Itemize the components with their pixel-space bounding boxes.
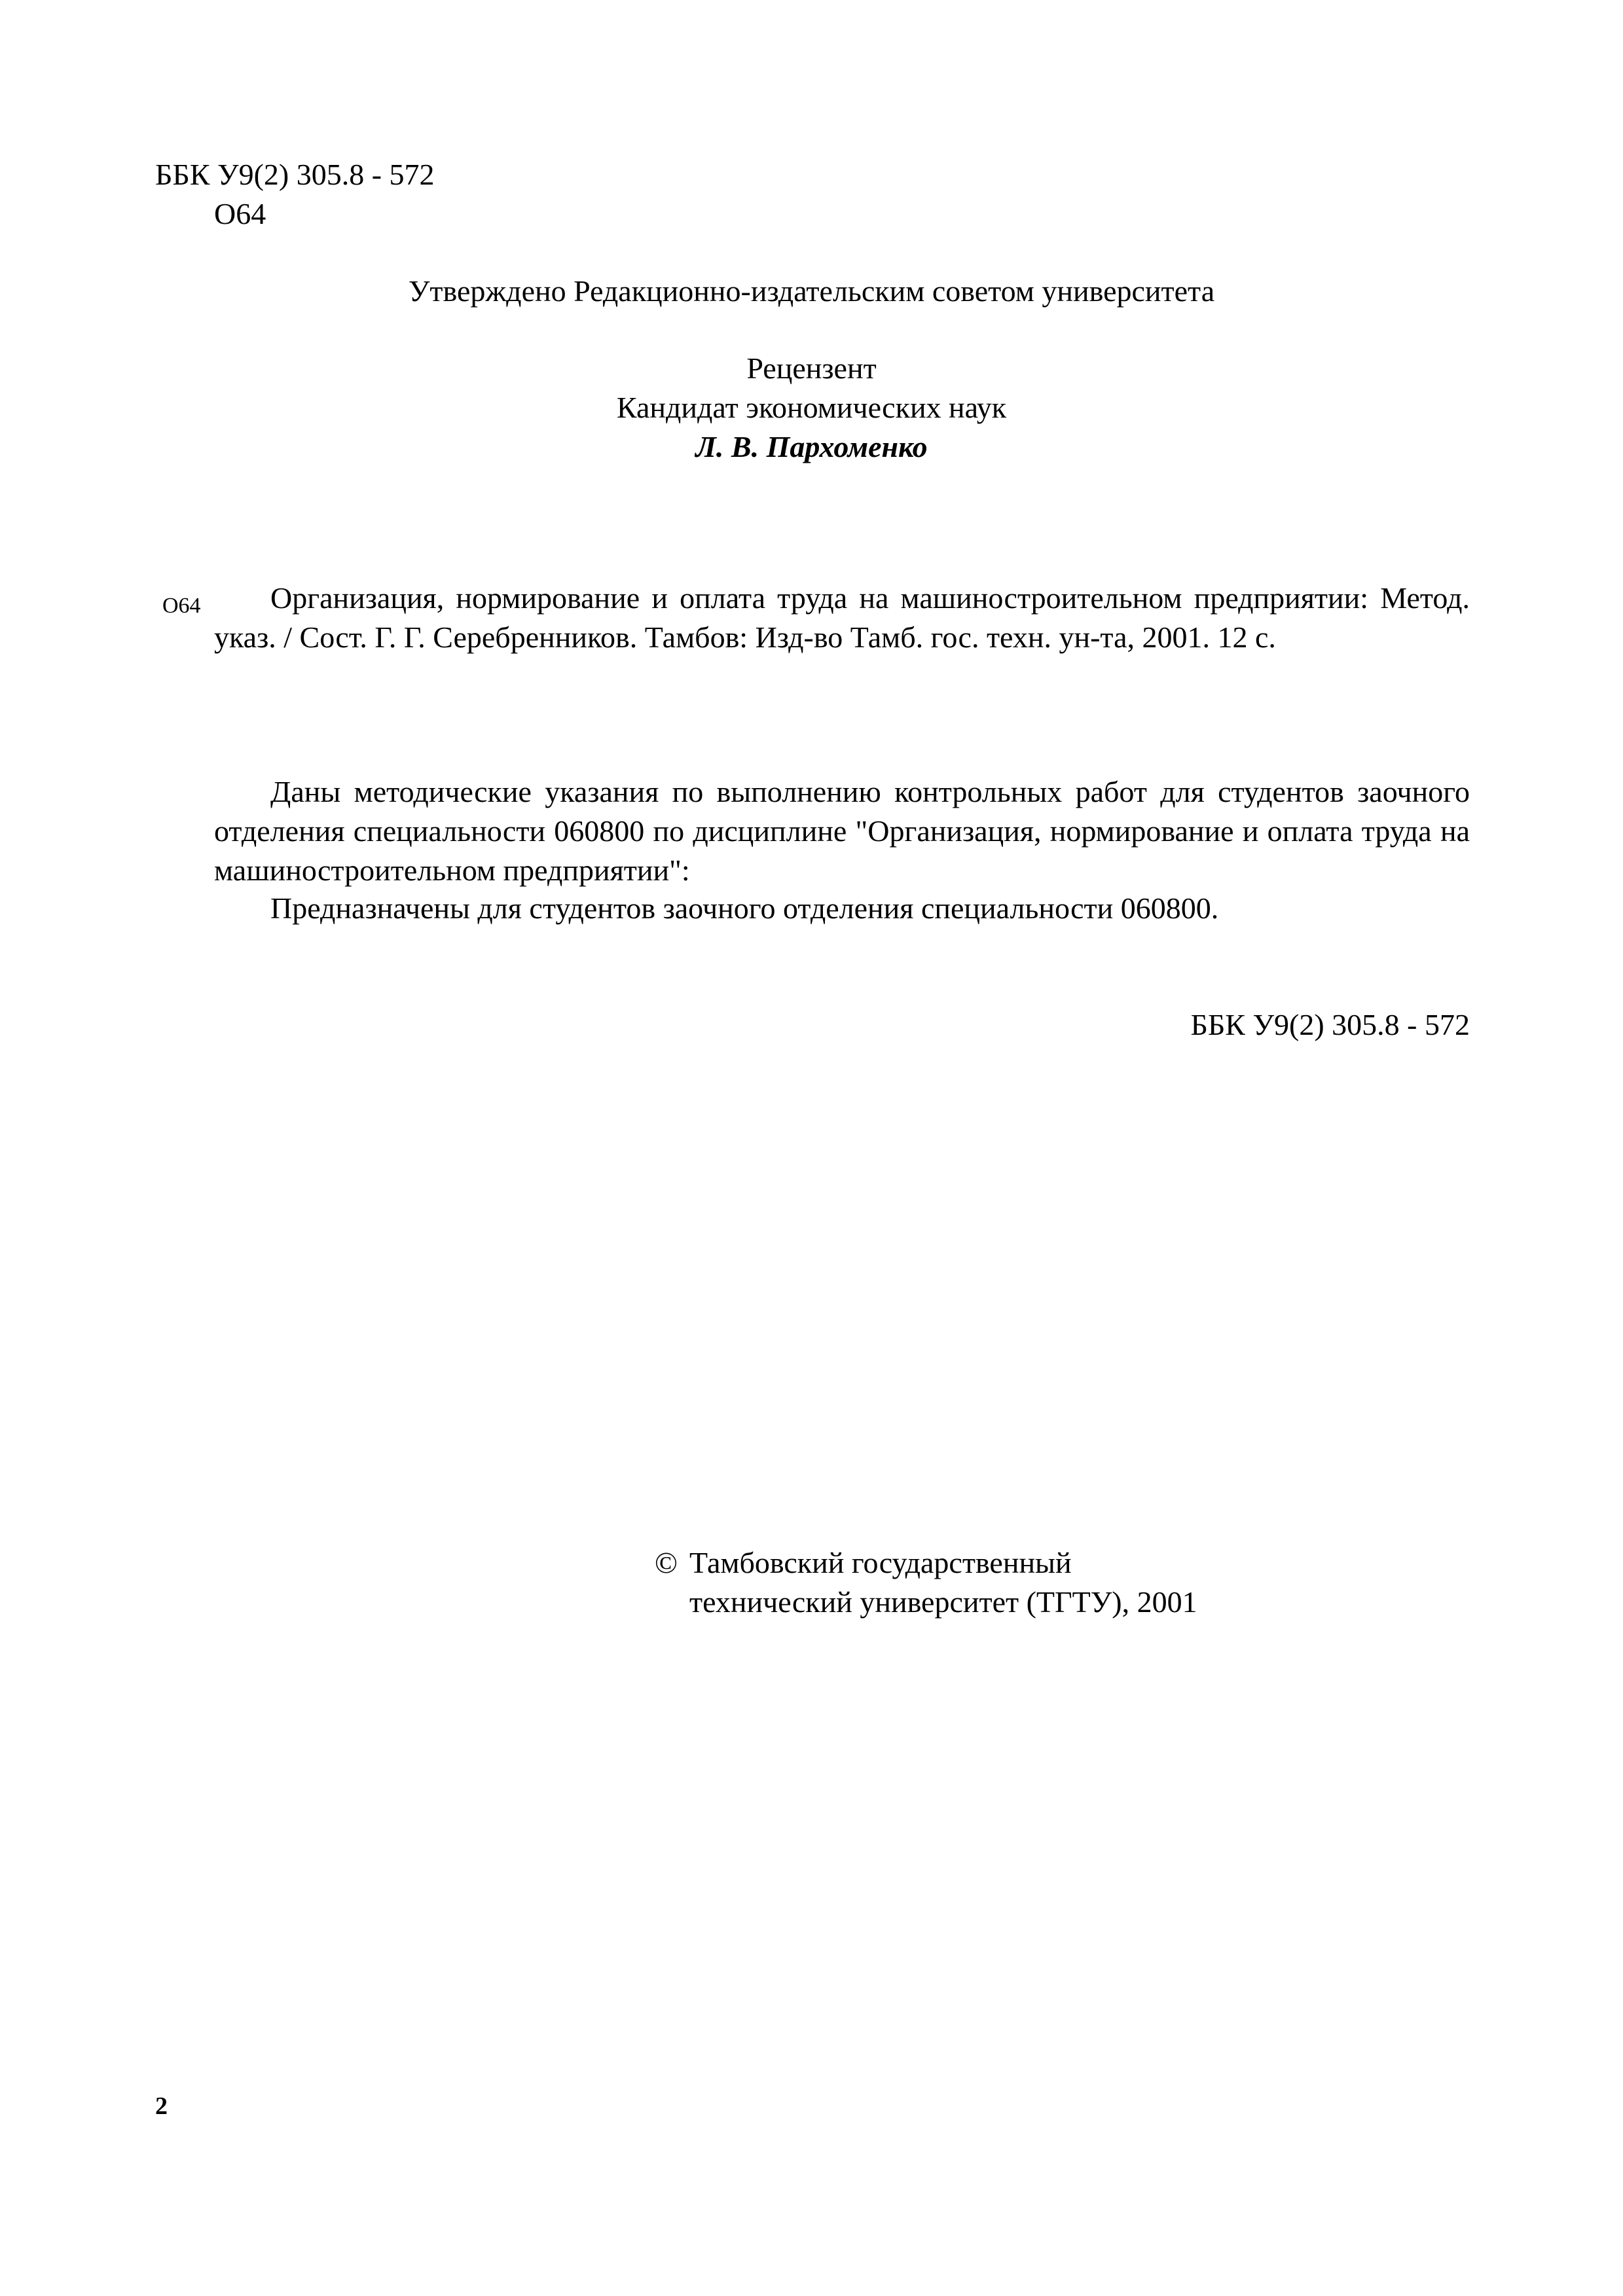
annotation-purpose: Предназначены для студентов заочного отделения специальности 060800. (270, 891, 1219, 925)
bibliographic-description: Организация, нормирование и оплата труда на машиностроительном предприятии: Метод. указ. / Сост. Г. Г. Серебренников. Тамбов: Изд-во Тамб. гос. техн. ун-та, 2001. 12 с. (214, 581, 1470, 654)
reviewer-label: Рецензент (746, 351, 877, 385)
reviewer-block (0, 349, 1623, 467)
author-mark-small: О64 (162, 594, 201, 618)
copyright-block (655, 1543, 1197, 1622)
copyright-holder: Тамбовский государственный (689, 1546, 1072, 1579)
annotation-description: Даны методические указания по выполнению контрольных работ для студентов заочного отделения специальности 060800 по дисциплине "Организация, нормирование и оплата труда на машиностроительном предприятии": (214, 775, 1470, 887)
page-number: 2 (155, 2092, 168, 2120)
reviewer-degree: Кандидат экономических наук (616, 391, 1007, 424)
bbk-code-top: ББК У9(2) 305.8 - 572 (155, 158, 435, 191)
copyright-line-2: технический университет (ТГТУ), 2001 (689, 1585, 1197, 1619)
copyright-line-1 (655, 1543, 1197, 1583)
approval-line: Утверждено Редакционно-издательским советом университета (408, 274, 1215, 308)
copyright-symbol: © (655, 1546, 678, 1579)
reviewer-name: Л. В. Пархоменко (695, 430, 928, 463)
bbk-code-right: ББК У9(2) 305.8 - 572 (1190, 1008, 1470, 1041)
author-mark-top: О64 (214, 197, 266, 230)
